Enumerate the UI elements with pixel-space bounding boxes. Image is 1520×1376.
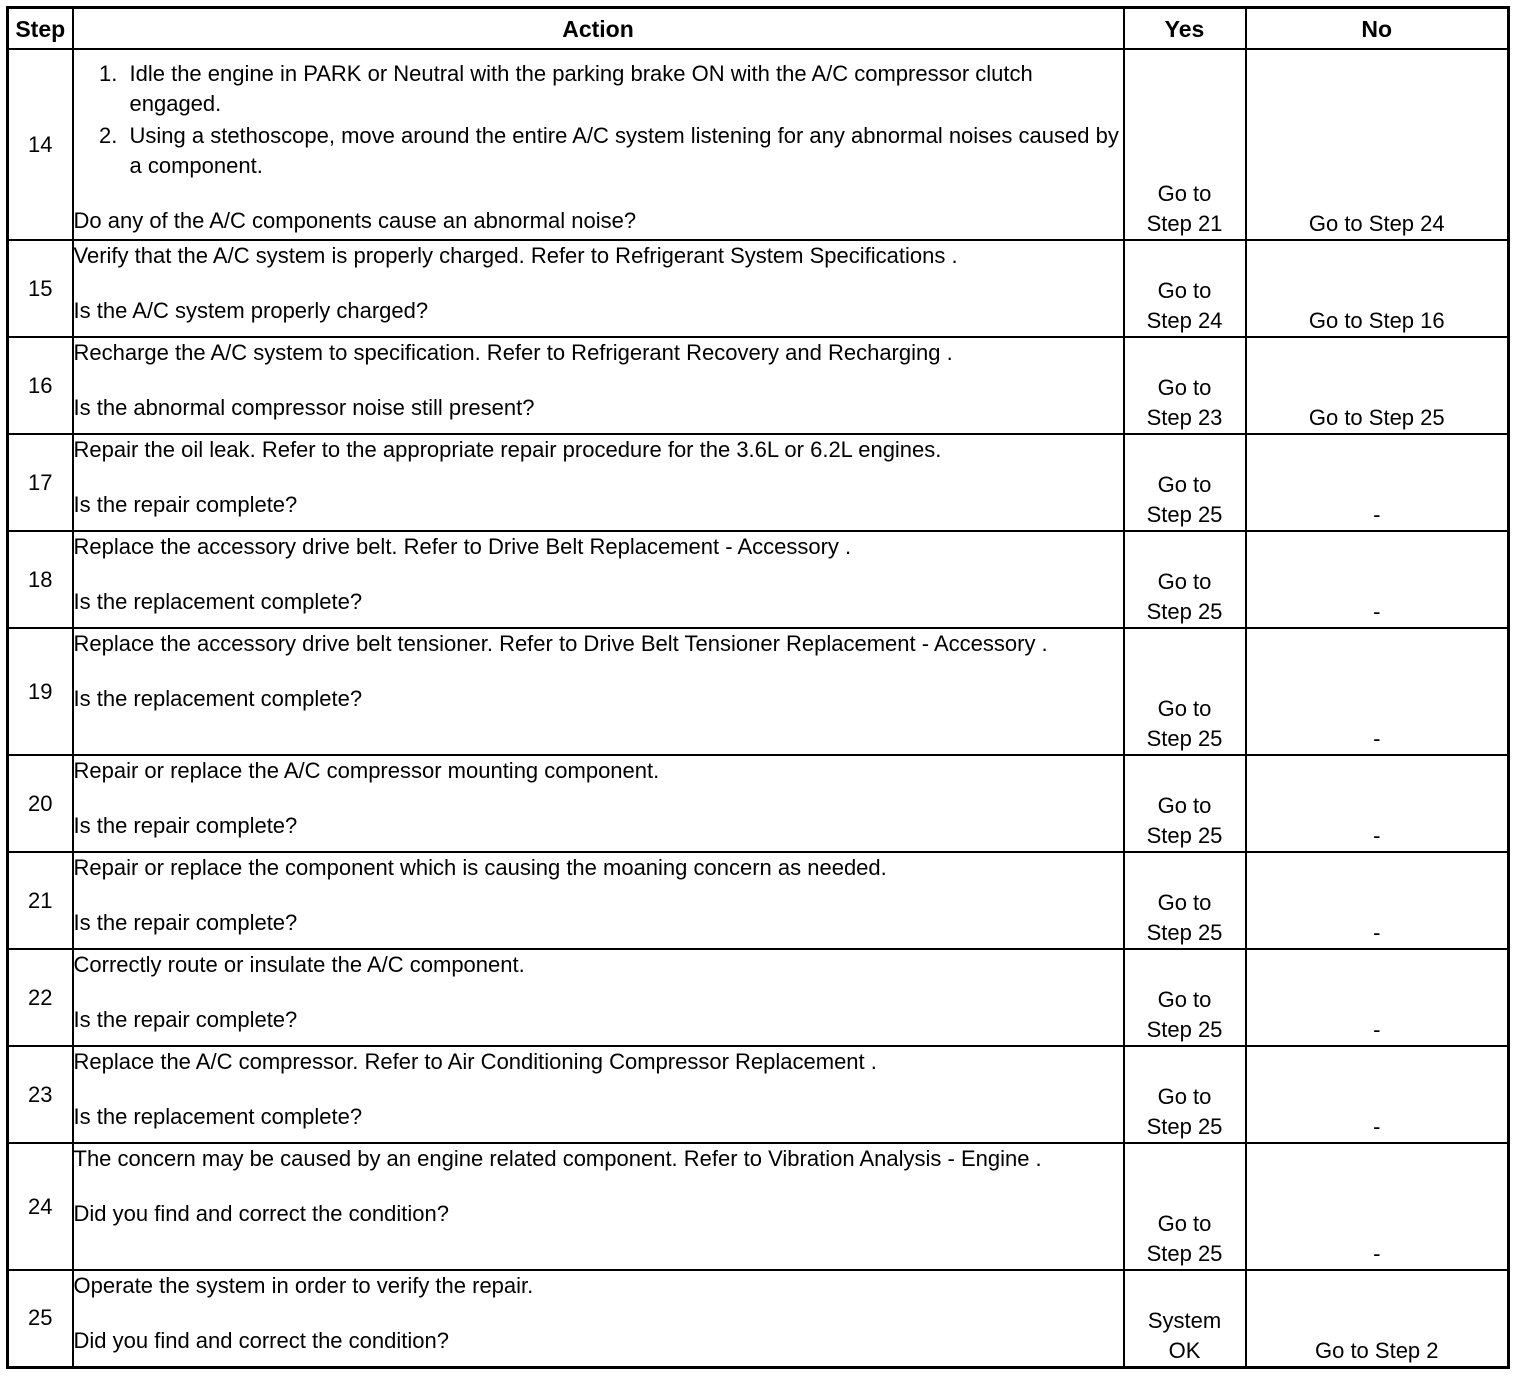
yes-cell [1124, 852, 1246, 949]
yes-line-1: Go to [1157, 696, 1212, 721]
action-text: Repair the oil leak. Refer to the appropriate repair procedure for the 3.6L or 6.2L engines. [73, 437, 942, 462]
table-row [8, 1046, 1509, 1143]
step-number: 17 [8, 434, 73, 531]
yes-line-2: Step 25 [1146, 1241, 1223, 1266]
action-cell [73, 1270, 1124, 1367]
yes-line-1: Go to [1157, 278, 1212, 303]
step-number: 21 [8, 852, 73, 949]
yes-line-1: Go to [1157, 1084, 1212, 1109]
yes-line-1: System [1147, 1307, 1222, 1333]
table-row [8, 49, 1509, 240]
yes-cell [1124, 240, 1246, 337]
table-row [8, 531, 1509, 628]
no-cell: - [1246, 628, 1509, 755]
action-text: Correctly route or insulate the A/C component. [73, 952, 525, 977]
yes-line-2: Step 25 [1146, 599, 1223, 624]
action-text: Repair or replace the component which is causing the moaning concern as needed. [73, 855, 887, 880]
yes-cell [1124, 337, 1246, 434]
yes-line-1: Go to [1157, 890, 1212, 915]
action-cell [73, 949, 1124, 1046]
question-text: Did you find and correct the condition? [73, 1328, 449, 1353]
yes-line-2: Step 25 [1146, 920, 1223, 945]
no-cell: - [1246, 1046, 1509, 1143]
table-row [8, 434, 1509, 531]
yes-line-2: Step 25 [1146, 726, 1223, 751]
question-text: Is the repair complete? [73, 492, 298, 517]
no-cell: Go to Step 2 [1246, 1270, 1509, 1367]
column-header-step: Step [8, 8, 73, 50]
list-item: 1. Idle the engine in PARK or Neutral with the parking brake ON with the A/C compressor clutch engaged. [124, 59, 1123, 119]
table-header-row [8, 8, 1509, 50]
action-cell [73, 240, 1124, 337]
action-cell [73, 337, 1124, 434]
diagnostic-table [6, 6, 1510, 1369]
yes-cell [1124, 1046, 1246, 1143]
action-cell [73, 531, 1124, 628]
step-number: 18 [8, 531, 73, 628]
step-number: 20 [8, 755, 73, 852]
action-cell [73, 434, 1124, 531]
yes-line-2: Step 23 [1146, 405, 1223, 430]
action-cell [73, 1046, 1124, 1143]
action-text: Verify that the A/C system is properly charged. Refer to Refrigerant System Specifications . [73, 243, 958, 268]
table-row [8, 240, 1509, 337]
yes-cell [1124, 755, 1246, 852]
yes-line-1: Go to [1157, 569, 1212, 594]
yes-cell [1124, 434, 1246, 531]
yes-cell [1124, 628, 1246, 755]
yes-line-2: Step 24 [1146, 308, 1223, 333]
question-text: Is the repair complete? [73, 1007, 298, 1032]
step-number: 16 [8, 337, 73, 434]
question-text: Is the abnormal compressor noise still present? [73, 395, 535, 420]
yes-cell [1124, 949, 1246, 1046]
table-row [8, 852, 1509, 949]
action-text: Recharge the A/C system to specification. Refer to Refrigerant Recovery and Recharging . [73, 340, 953, 365]
yes-line-1: Go to [1157, 472, 1212, 497]
step-number: 14 [8, 49, 73, 240]
action-cell [73, 49, 1124, 240]
question-text: Is the replacement complete? [73, 589, 363, 614]
action-cell [73, 628, 1124, 755]
question-text: Is the replacement complete? [73, 686, 363, 711]
step-number: 23 [8, 1046, 73, 1143]
column-header-yes: Yes [1124, 8, 1246, 50]
column-header-no: No [1246, 8, 1509, 50]
yes-line-1: Go to [1157, 793, 1212, 818]
action-cell [73, 755, 1124, 852]
yes-line-2: Step 25 [1146, 823, 1223, 848]
no-cell: - [1246, 434, 1509, 531]
no-cell: Go to Step 24 [1246, 49, 1509, 240]
no-cell: Go to Step 16 [1246, 240, 1509, 337]
question-text: Is the repair complete? [73, 910, 298, 935]
action-cell [73, 852, 1124, 949]
yes-line-2: Step 25 [1146, 1017, 1223, 1042]
question-text: Is the replacement complete? [73, 1104, 363, 1129]
column-header-action: Action [73, 8, 1124, 50]
table-row [8, 1270, 1509, 1367]
step-number: 22 [8, 949, 73, 1046]
yes-cell [1124, 49, 1246, 240]
action-text: Replace the A/C compressor. Refer to Air Conditioning Compressor Replacement . [73, 1049, 877, 1074]
question-text: Is the A/C system properly charged? [73, 298, 429, 323]
table-row [8, 1143, 1509, 1270]
question-text: Did you find and correct the condition? [73, 1201, 449, 1226]
yes-line-1: Go to [1157, 375, 1212, 400]
action-steps-list [74, 59, 1123, 181]
table-row [8, 755, 1509, 852]
no-cell: - [1246, 1143, 1509, 1270]
yes-line-2: Step 25 [1146, 502, 1223, 527]
yes-line-1: Go to [1157, 181, 1212, 206]
yes-line-2: Step 21 [1146, 211, 1223, 236]
action-text: Replace the accessory drive belt tensioner. Refer to Drive Belt Tensioner Replacement - Accessory . [73, 631, 1048, 656]
yes-line-1: Go to [1157, 1211, 1212, 1236]
yes-line-1: Go to [1157, 987, 1212, 1012]
action-text: The concern may be caused by an engine related component. Refer to Vibration Analysis - Engine . [73, 1146, 1042, 1171]
action-text: Repair or replace the A/C compressor mounting component. [73, 758, 660, 783]
table-row [8, 949, 1509, 1046]
step-number: 25 [8, 1270, 73, 1367]
no-cell: - [1246, 949, 1509, 1046]
yes-cell [1124, 1143, 1246, 1270]
table-row [8, 337, 1509, 434]
no-cell: - [1246, 531, 1509, 628]
yes-line-2: OK [1168, 1337, 1201, 1363]
no-cell: Go to Step 25 [1246, 337, 1509, 434]
step-number: 19 [8, 628, 73, 755]
question-text: Is the repair complete? [73, 813, 298, 838]
yes-line-2: Step 25 [1146, 1114, 1223, 1139]
table-row [8, 628, 1509, 755]
yes-cell [1124, 1270, 1246, 1367]
action-text: Operate the system in order to verify the repair. [73, 1273, 534, 1298]
step-number: 15 [8, 240, 73, 337]
step-number: 24 [8, 1143, 73, 1270]
question-text: Do any of the A/C components cause an abnormal noise? [73, 208, 637, 233]
action-text: Replace the accessory drive belt. Refer to Drive Belt Replacement - Accessory . [73, 534, 852, 559]
no-cell: - [1246, 852, 1509, 949]
action-cell [73, 1143, 1124, 1270]
no-cell: - [1246, 755, 1509, 852]
list-item: 2. Using a stethoscope, move around the entire A/C system listening for any abnormal noises caused by a component. [124, 121, 1123, 181]
yes-cell [1124, 531, 1246, 628]
